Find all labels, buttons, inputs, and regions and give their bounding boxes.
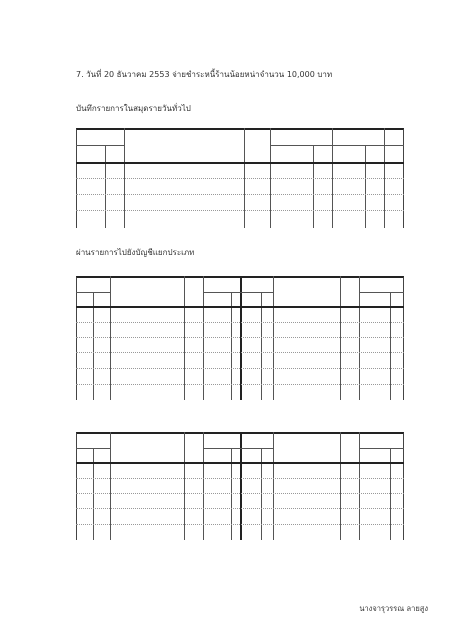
general-journal-form	[76, 128, 404, 228]
ledger-account-form-1	[76, 276, 404, 400]
journal-heading: บันทึกรายการในสมุดรายวันทั่วไป	[76, 104, 191, 113]
ledger-heading: ผ่านรายการไปยังบัญชีแยกประเภท	[76, 248, 195, 257]
ledger-account-form-2	[76, 432, 404, 540]
footer-author: นางจารุวรรณ ลายสูง	[359, 604, 428, 613]
question-text: 7. วันที่ 20 ธันวาคม 2553 จ่ายชำระหนี้ร้านน้อยหน่าจำนวน 10,000 บาท	[76, 70, 333, 79]
